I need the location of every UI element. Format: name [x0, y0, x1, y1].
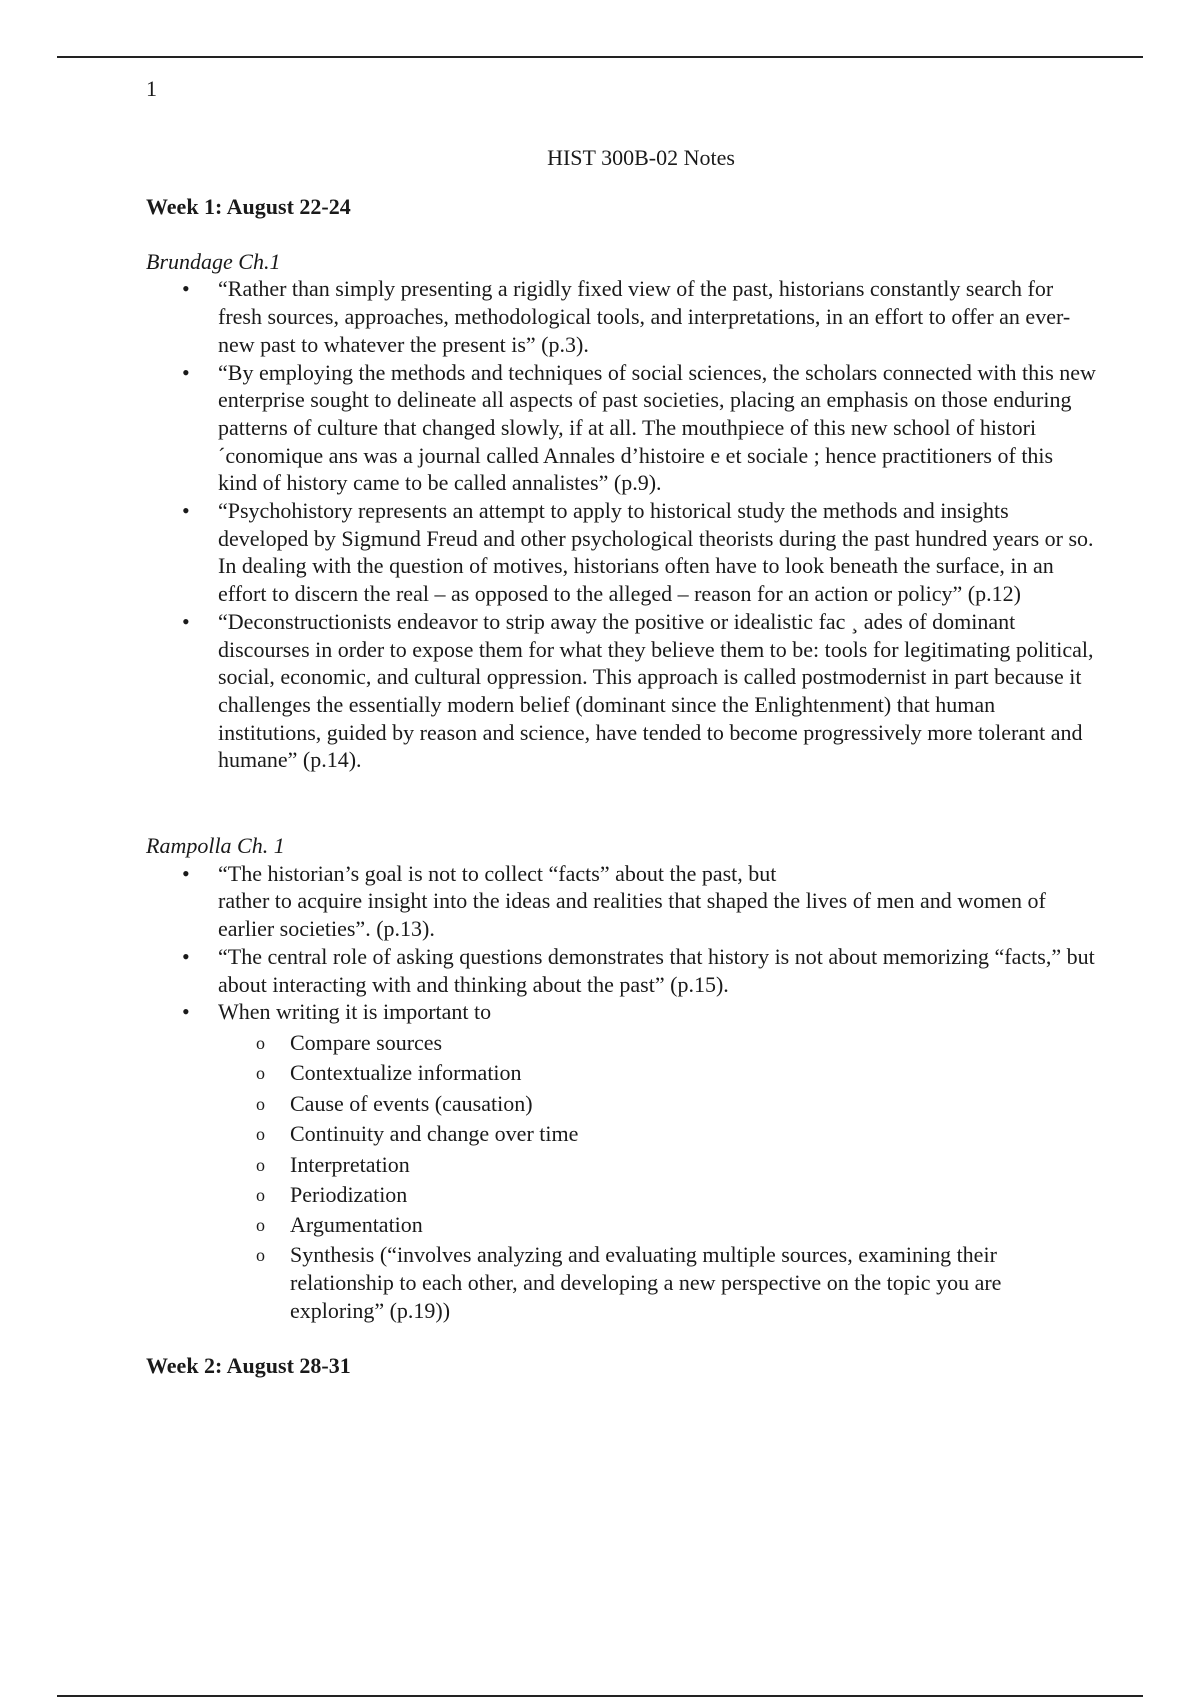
sub-list-item: o Interpretation: [290, 1150, 1096, 1180]
list-item: [218, 998, 1096, 1325]
week-1-heading: Week 1: August 22-24: [146, 194, 351, 219]
page-number: 1: [146, 76, 157, 101]
sub-list-item: o Synthesis (“involves analyzing and evaluating multiple sources, examining their relationship to each other, and developing a new perspective on the topic you are exploring” (p.19)): [290, 1241, 1096, 1325]
list-item-line: rather to acquire insight into the ideas and realities that shaped the lives of men and women of earlier societies”. (p.13).: [218, 888, 1046, 942]
sub-list-item: o Periodization: [290, 1180, 1096, 1210]
sub-list-item: o Contextualize information: [290, 1058, 1096, 1088]
list-item: • “The central role of asking questions demonstrates that history is not about memorizing “facts,” but about interacting with and thinking about the past” (p.15).: [218, 943, 1096, 998]
brundage-notes-list: [146, 275, 1096, 774]
list-item-line: “The historian’s goal is not to collect “facts” about the past, but: [218, 860, 777, 886]
list-item: • “Rather than simply presenting a rigidly fixed view of the past, historians constantly search for fresh sources, approaches, methodological tools, and interpretations, in an effort to offer an ever-new past to whatever the present is” (p.3).: [218, 275, 1096, 358]
brundage-heading: Brundage Ch.1: [146, 248, 281, 274]
sub-list-item: o Argumentation: [290, 1210, 1096, 1240]
list-item: • “Deconstructionists endeavor to strip away the positive or idealistic fac ¸ ades of dominant discourses in order to expose them for what they believe them to be: tools for legitimating political, social, economic, and cultural oppression. This approach is called postmodernist in part because it challenges the essentially modern belief (dominant since the Enlightenment) that human institutions, guided by reason and science, have tended to become progressively more tolerant and humane” (p.14).: [218, 608, 1096, 774]
rampolla-notes-list: [146, 860, 1096, 1325]
document-body: [146, 144, 1096, 1380]
bottom-rule: [57, 1695, 1143, 1697]
sub-list-item: o Continuity and change over time: [290, 1119, 1096, 1149]
list-item-text: When writing it is important to: [218, 999, 492, 1025]
list-item: • “Psychohistory represents an attempt to apply to historical study the methods and insights developed by Sigmund Freud and other psychological theorists during the past hundred years or so. In dealing with the question of motives, historians often have to look beneath the surface, in an effort to discern the real – as opposed to the alleged – reason for an action or policy” (p.12): [218, 497, 1096, 608]
list-item: • “By employing the methods and techniques of social sciences, the scholars connected with this new enterprise sought to delineate all aspects of past societies, placing an emphasis on those enduring patterns of culture that changed slowly, if at all. The mouthpiece of this new school of histori´conomique ans was a journal called Annales d’histoire e et sociale ; hence practitioners of this kind of history came to be called annalistes” (p.9).: [218, 359, 1096, 498]
top-rule: [57, 56, 1143, 58]
week-2-heading: Week 2: August 28-31: [146, 1352, 351, 1378]
sub-list-item: o Cause of events (causation): [290, 1089, 1096, 1119]
list-item: [218, 860, 1096, 943]
writing-skills-sublist: [218, 1028, 1096, 1325]
document-title: HIST 300B-02 Notes: [547, 145, 735, 170]
sub-list-item: o Compare sources: [290, 1028, 1096, 1058]
rampolla-heading: Rampolla Ch. 1: [146, 833, 285, 859]
